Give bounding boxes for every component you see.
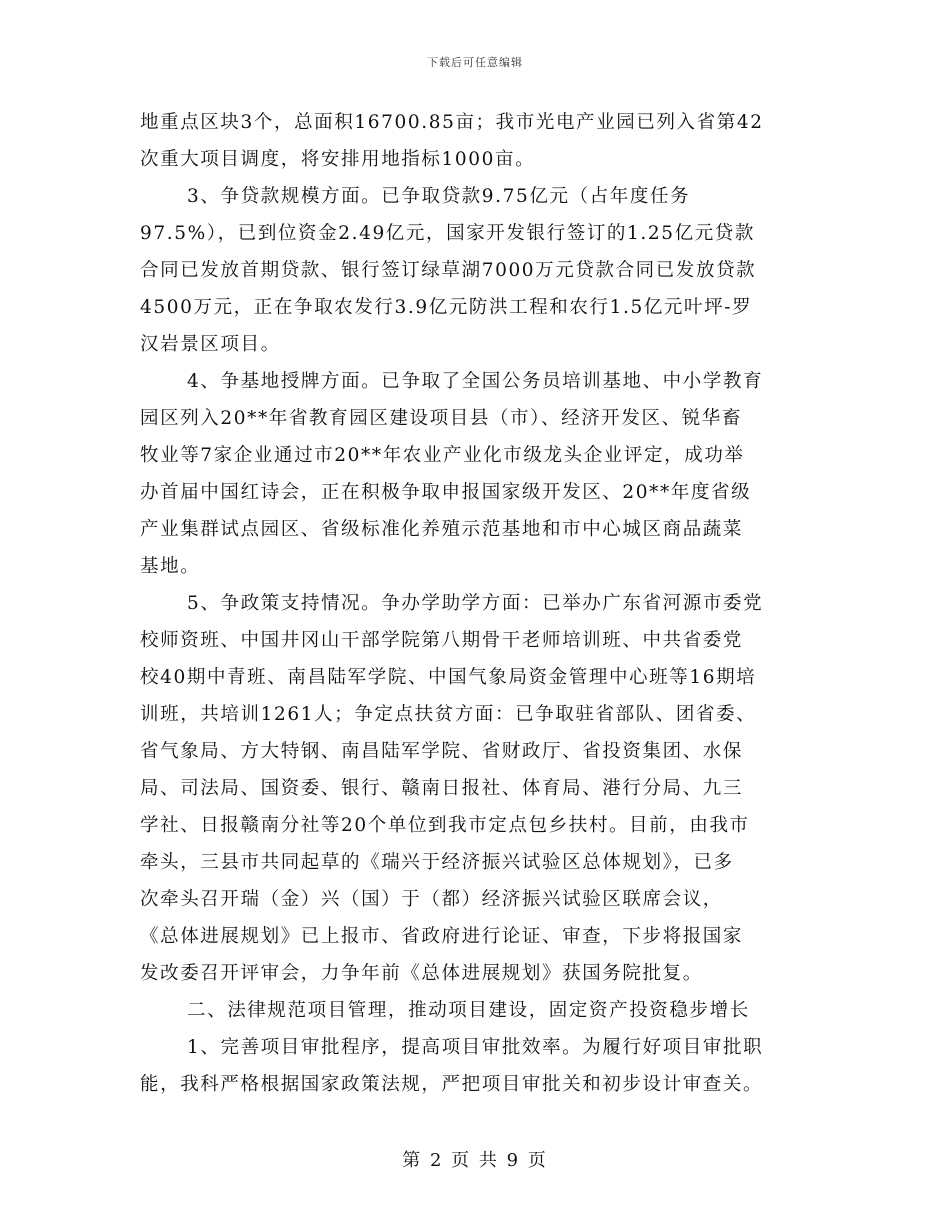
text-line: 局、司法局、国资委、银行、赣南日报社、体育局、港行分局、九三: [140, 778, 744, 799]
text-line: 次牵头召开瑞（金）兴（国）于（都）经济振兴试验区联席会议，: [140, 889, 723, 910]
text-line: 办首届中国红诗会，正在积极争取申报国家级开发区、20**年度省级: [140, 482, 752, 503]
text-line: 训班，共培训1261人；争定点扶贫方面：已争取驻省部队、团省委、: [140, 704, 757, 725]
text-line: 地重点区块3个，总面积16700.85亩；我市光电产业园已列入省第42: [140, 112, 764, 133]
text-line: 园区列入20**年省教育园区建设项目县（市）、经济开发区、锐华畜: [140, 408, 742, 429]
document-body: [140, 104, 806, 1103]
text-line: 产业集群试点园区、省级标准化养殖示范基地和市中心城区商品蔬菜: [140, 519, 744, 540]
text-line: 97.5%），已到位资金2.49亿元，国家开发银行签订的1.25亿元贷款: [140, 223, 756, 244]
text-line: 校师资班、中国井冈山干部学院第八期骨干老师培训班、中共省委党: [140, 630, 744, 651]
text-line: 校40期中青班、南昌陆军学院、中国气象局资金管理中心班等16期培: [140, 667, 757, 688]
text-line: 3、争贷款规模方面。已争取贷款9.75亿元（占年度任务: [187, 186, 691, 207]
text-line: 牧业等7家企业通过市20**年农业产业化市级龙头企业评定，成功举: [140, 445, 745, 466]
text-line: 次重大项目调度，将安排用地指标1000亩。: [140, 149, 536, 170]
text-line: 能，我科严格根据国家政策法规，严把项目审批关和初步设计审查关。: [140, 1074, 764, 1095]
text-line: 学社、日报赣南分社等20个单位到我市定点包乡扶村。目前，由我市: [140, 815, 750, 836]
text-line: 4、争基地授牌方面。已争取了全国公务员培训基地、中小学教育: [187, 371, 764, 392]
text-line: 合同已发放首期贷款、银行签订绿草湖7000万元贷款合同已发放贷款: [140, 260, 757, 281]
page-footer: 第 2 页 共 9 页: [402, 1150, 548, 1171]
text-line: 发改委召开评审会，力争年前《总体进展规划》获国务院批复。: [140, 963, 703, 984]
text-line: 二、法律规范项目管理，推动项目建设，固定资产投资稳步增长: [187, 1000, 750, 1021]
text-line: 牵头，三县市共同起草的《瑞兴于经济振兴试验区总体规划》，已多: [140, 852, 734, 873]
text-line: 1、完善项目审批程序，提高项目审批效率。为履行好项目审批职: [187, 1037, 764, 1058]
text-line: 5、争政策支持情况。争办学助学方面：已举办广东省河源市委党: [187, 593, 764, 614]
text-line: 4500万元，正在争取农发行3.9亿元防洪工程和农行1.5亿元叶坪-罗: [140, 297, 753, 318]
text-line: 汉岩景区项目。: [140, 334, 281, 355]
page-header: 下载后可任意编辑: [427, 56, 523, 69]
text-line: 基地。: [140, 556, 201, 577]
text-line: 省气象局、方大特钢、南昌陆军学院、省财政厅、省投资集团、水保: [140, 741, 744, 762]
text-line: 《总体进展规划》已上报市、省政府进行论证、审查，下步将报国家: [140, 926, 744, 947]
